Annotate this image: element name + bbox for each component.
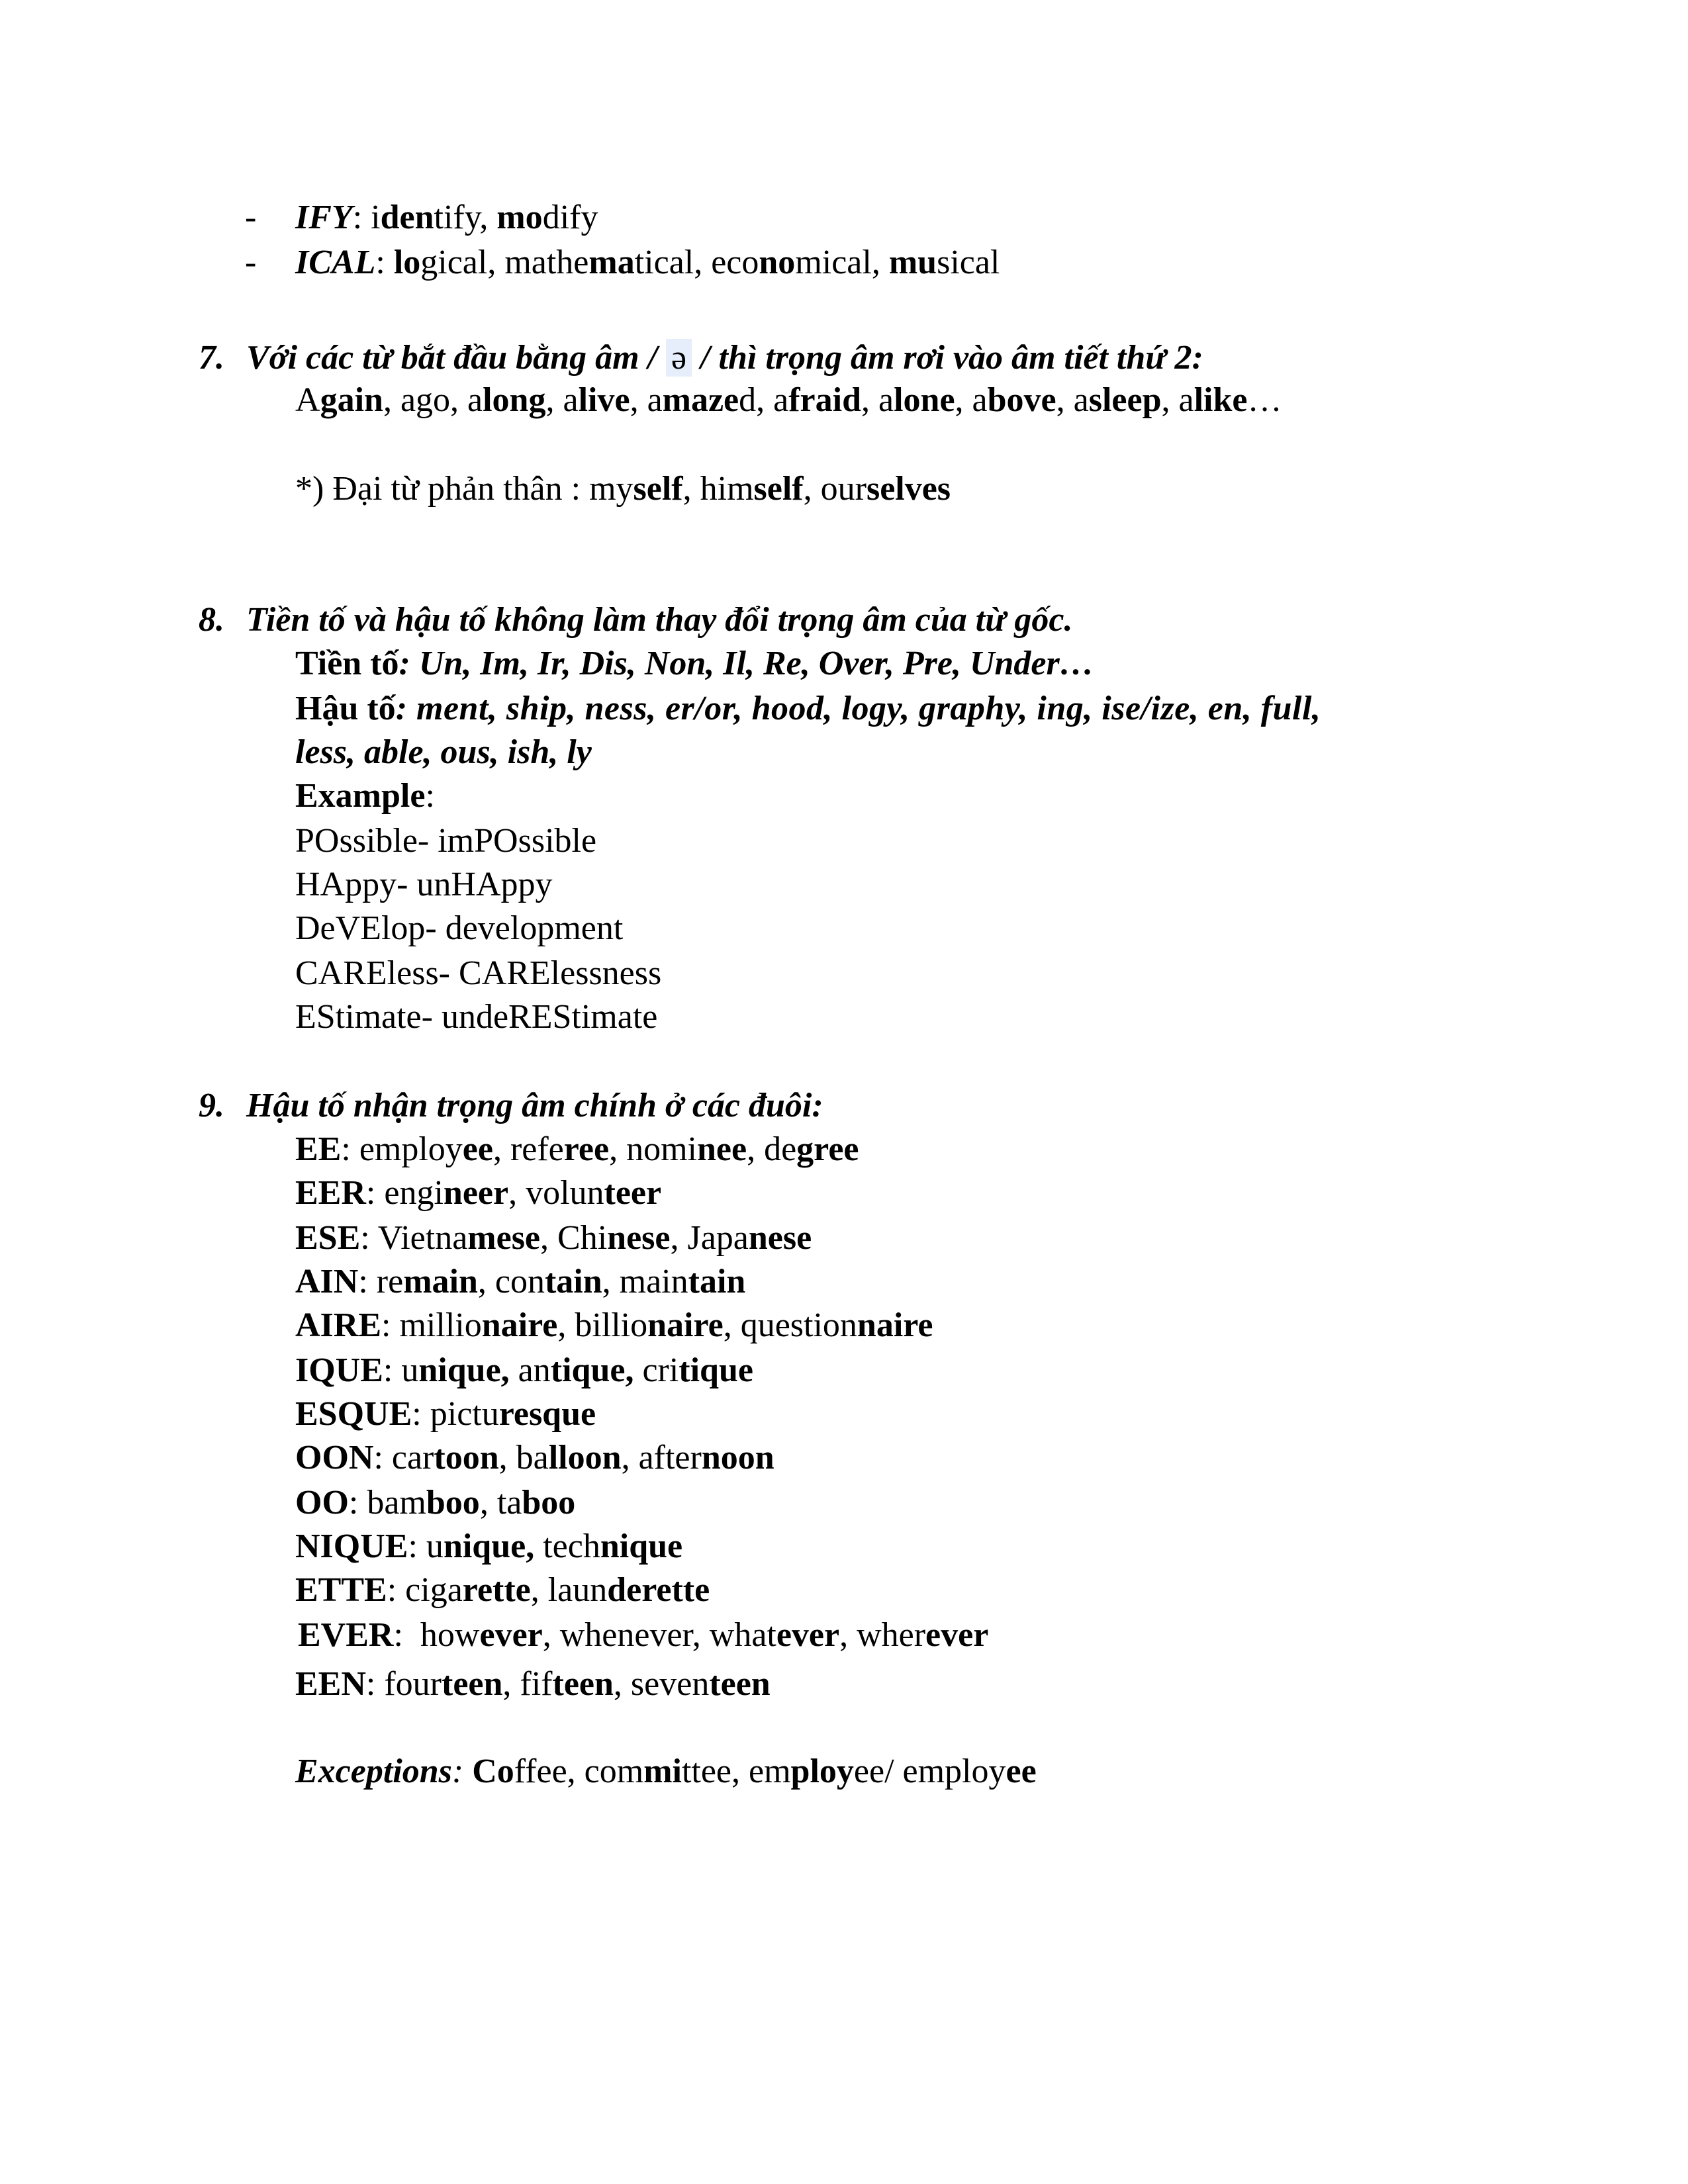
reflexive-pronouns: *) Đại từ phản thân : myself, himself, ourselves	[295, 470, 951, 508]
rule9-heading-text: Hậu tố nhận trọng âm chính ở các đuôi:	[246, 1087, 823, 1124]
ify-text: IFY: identify, modify	[295, 199, 598, 236]
bullet-dash: -	[245, 244, 257, 281]
suffix-ever: EVER: however, whenever, whatever, wherever	[298, 1616, 989, 1654]
exceptions-line: Exceptions: Coffee, committee, employee/ employee	[295, 1752, 1037, 1790]
suffix-ette: ETTE: cigarette, launderette	[295, 1571, 710, 1609]
example-item: CAREless- CARElessness	[295, 954, 662, 992]
example-item: EStimate- undeREStimate	[295, 998, 658, 1036]
rule-number: 8.	[199, 601, 224, 639]
prefix-line: Tiền tố: Un, Im, Ir, Dis, Non, Il, Re, Over, Pre, Under…	[295, 645, 1094, 682]
example-item: DeVElop- development	[295, 909, 624, 947]
suffix-ee: EE: employee, referee, nominee, degree	[295, 1130, 859, 1168]
suffix-aire: AIRE: millionaire, billionaire, questionnaire	[295, 1306, 933, 1344]
suffix-esque: ESQUE: picturesque	[295, 1395, 596, 1433]
example-label: Example:	[295, 777, 435, 815]
suffix-een: EEN: fourteen, fifteen, seventeen	[295, 1665, 771, 1703]
rule8-heading-text: Tiền tố và hậu tố không làm thay đổi trọng âm của từ gốc.	[246, 601, 1073, 639]
suffix-ique: IQUE: unique, antique, critique	[295, 1351, 753, 1389]
suffix-nique: NIQUE: unique, technique	[295, 1527, 683, 1565]
example-item: POssible- imPOssible	[295, 822, 597, 860]
ical-text: ICAL: logical, mathematical, economical, musical	[295, 244, 1000, 281]
rule-number: 9.	[199, 1087, 224, 1124]
rule7-examples: Again, ago, along, alive, amazed, afraid, alone, above, asleep, alike…	[295, 381, 1282, 419]
suffix-eer: EER: engineer, volunteer	[295, 1174, 662, 1212]
suffix-oon: OON: cartoon, balloon, afternoon	[295, 1439, 774, 1477]
suffix-line-2: less, able, ous, ish, ly	[295, 733, 592, 771]
suffix-ain: AIN: remain, contain, maintain	[295, 1263, 746, 1300]
schwa-symbol: ə	[666, 339, 692, 377]
example-item: HAppy- unHAppy	[295, 866, 553, 903]
suffix-oo: OO: bamboo, taboo	[295, 1484, 576, 1522]
suffix-line-1: Hậu tố: ment, ship, ness, er/or, hood, logy, graphy, ing, ise/ize, en, full,	[295, 690, 1321, 727]
suffix-ese: ESE: Vietnamese, Chinese, Japanese	[295, 1219, 812, 1257]
rule7-heading-text: Với các từ bắt đầu bằng âm / ə / thì trọng âm rơi vào âm tiết thứ 2:	[246, 339, 1203, 377]
rule-number: 7.	[199, 339, 224, 377]
bullet-dash: -	[245, 199, 257, 236]
